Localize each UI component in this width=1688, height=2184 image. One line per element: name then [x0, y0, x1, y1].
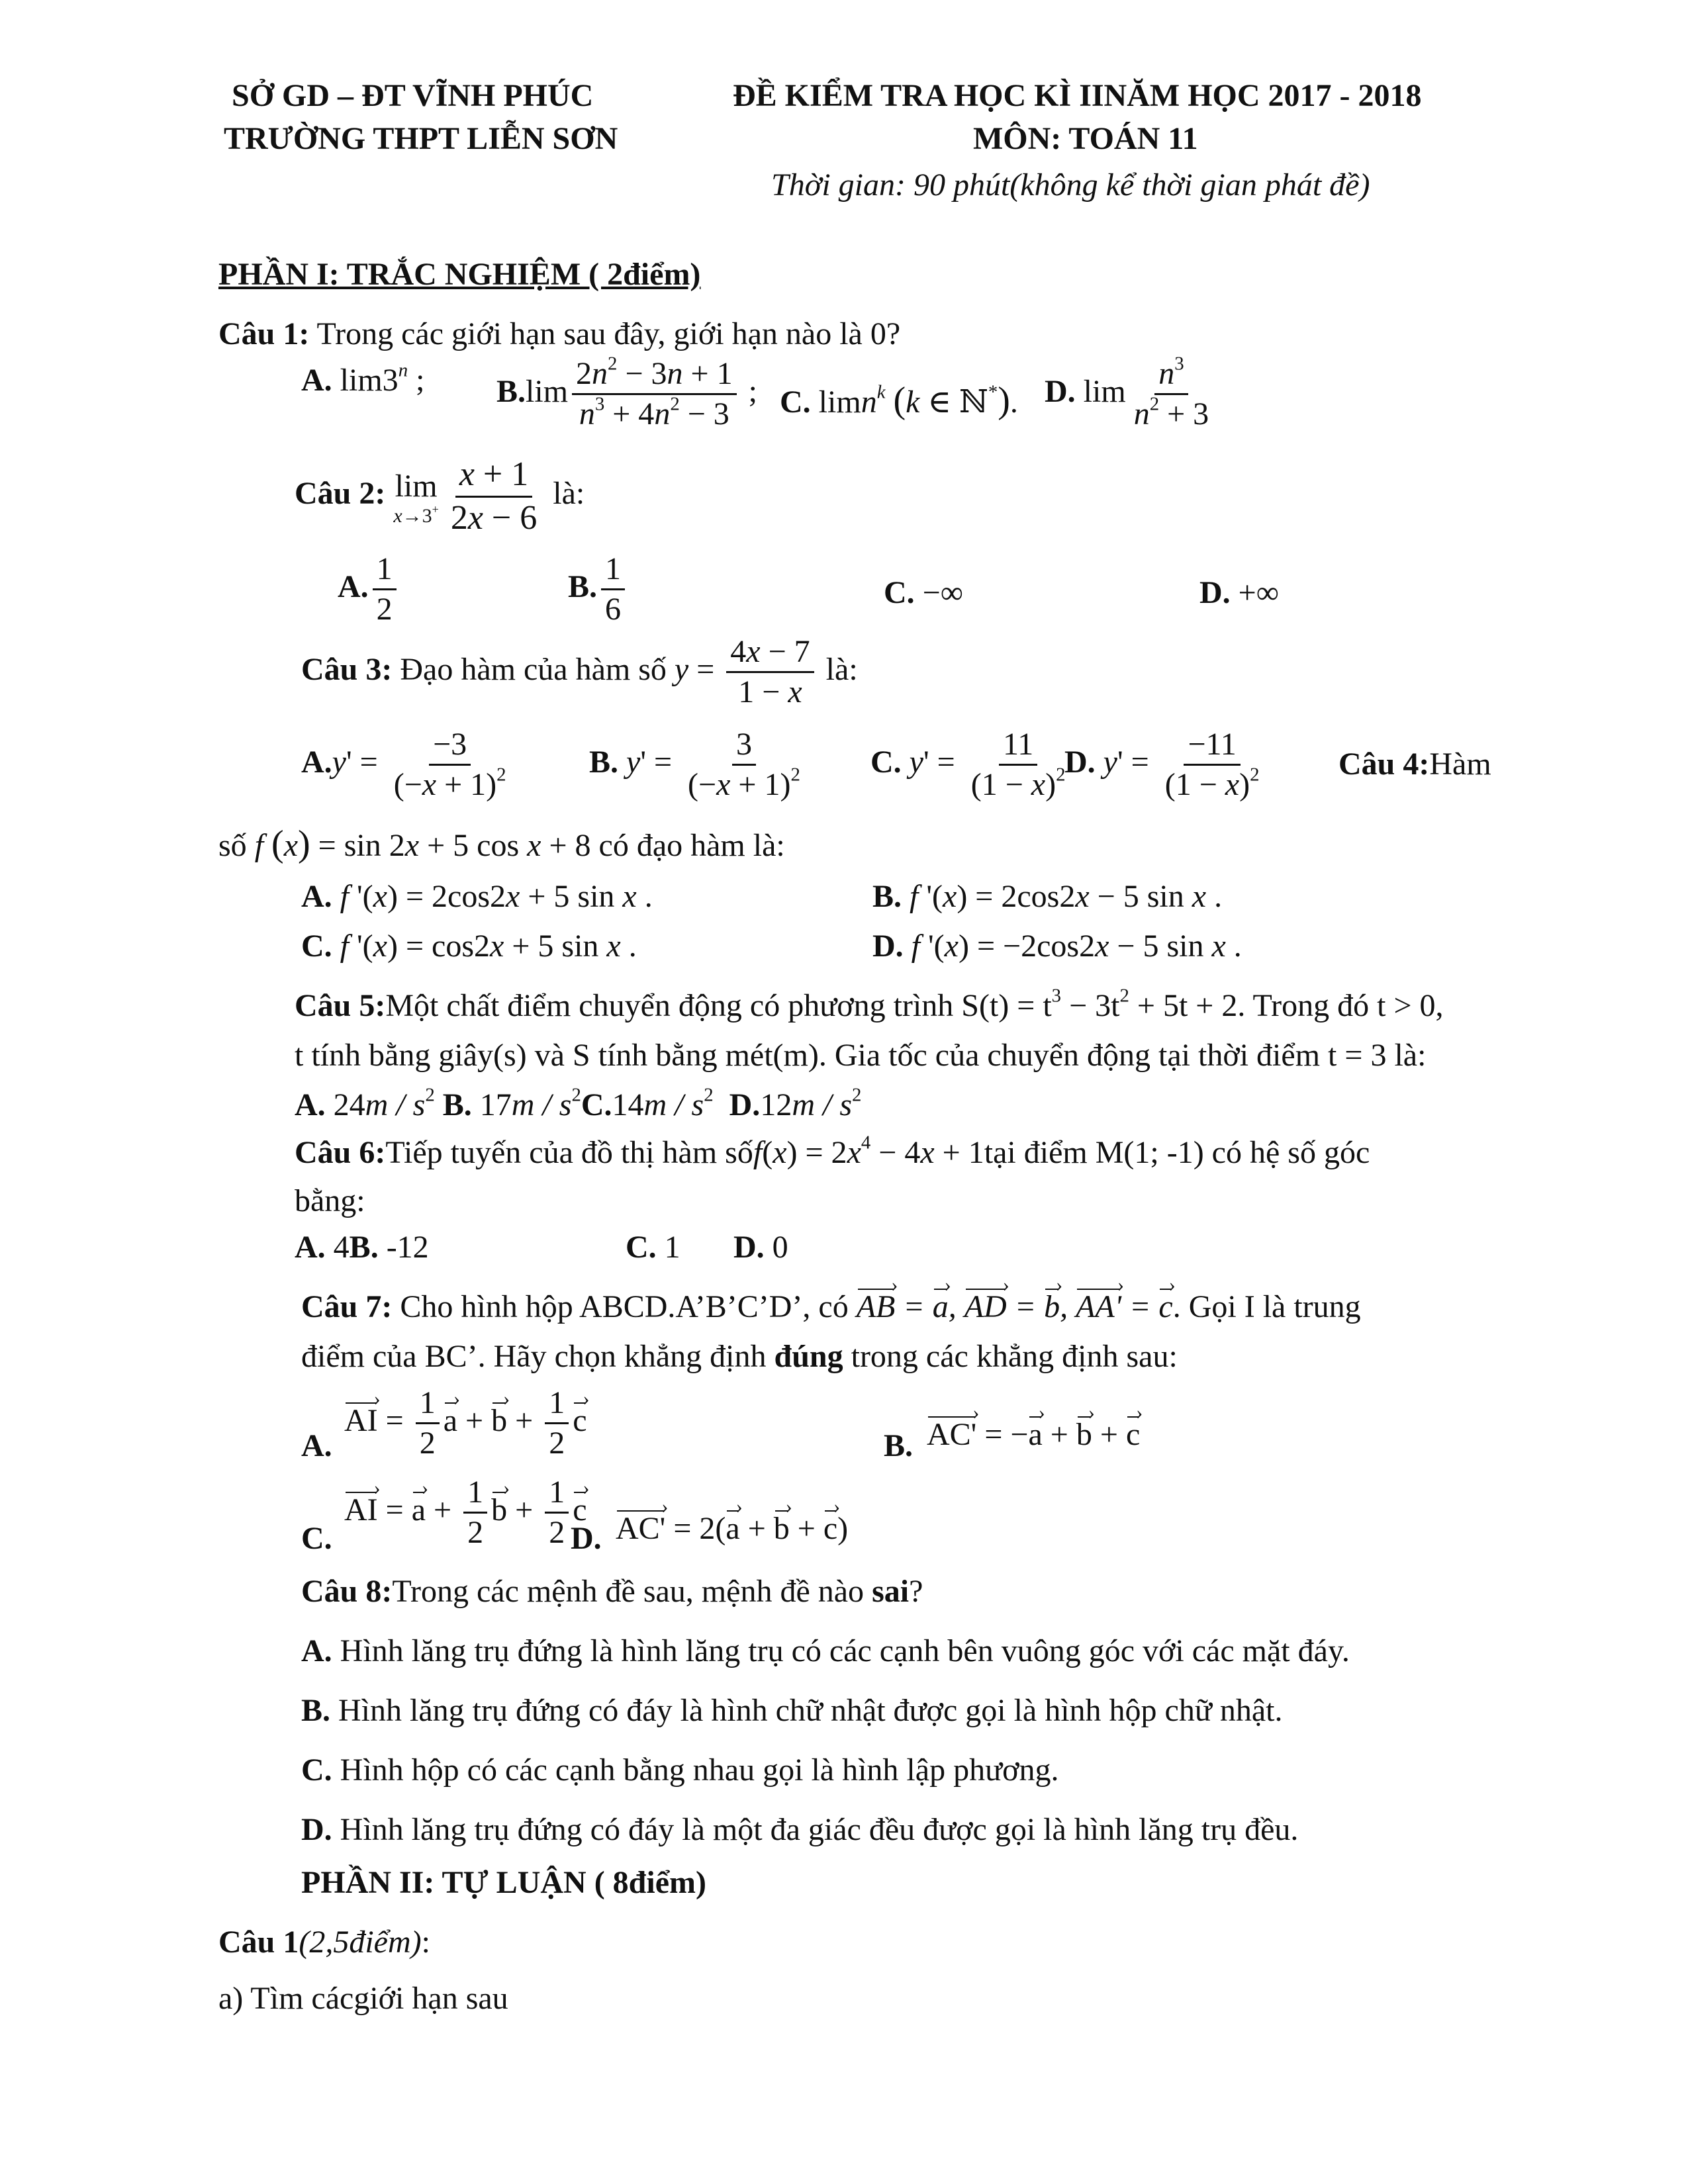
question-3-text: Đạo hàm của hàm số	[392, 651, 667, 687]
exam-duration: Thời gian: 90 phút(không kể thời gian phát đề)	[771, 167, 1370, 203]
q6-option-ab	[295, 1228, 429, 1267]
q8-option-c	[301, 1751, 1058, 1790]
q2-option-c: C. −∞	[884, 575, 963, 610]
q1-option-c-letter: C.	[780, 385, 811, 420]
question-7-line2-a: điểm của BC’. Hãy chọn khẳng định	[301, 1339, 774, 1374]
question-4-text-b: có đạo hàm là:	[598, 828, 785, 863]
q1-option-c: C. limn$^k$ (k ∈ ℕ*).	[780, 380, 1018, 421]
q5-option-a: $24m / s^2$	[333, 1084, 435, 1122]
question-5-line2: t tính bằng giây(s) và S tính bằng mét(m). Gia tốc của chuyển động tại thời điểm t = 3 là:	[295, 1038, 1427, 1073]
q5-option-c-letter: C.	[581, 1087, 612, 1122]
exam-subject: MÔN: TOÁN 11	[973, 121, 1198, 156]
q2-option-c-letter: C.	[884, 575, 915, 610]
q8-option-b-letter: B.	[301, 1693, 331, 1728]
q5-option-a-letter: A.	[295, 1087, 326, 1122]
q4-option-c: C. f '(x) = cos2x + 5 sin x .	[301, 929, 637, 964]
q2-option-a: A. $\frac{1}{2}$	[338, 553, 400, 627]
q8-option-c-letter: C.	[301, 1752, 332, 1788]
question-6: Câu 6:Tiếp tuyến của đồ thị hàm sốf(x) = $2x^4 - 4x$ + 1tại điểm M(1; -1) có hệ số góc	[295, 1132, 1370, 1170]
q7-option-c: AI › = a › + $\frac{1}{2}$ b › + $\frac{1}{2}$ c ›	[344, 1476, 587, 1550]
q7-option-b: AC' › = −a › + b › + c ›	[927, 1415, 1140, 1455]
question-4-text: số f (x) = sin 2x + 5 cos x + 8 có đạo hàm là:	[218, 823, 785, 864]
question-7-line2	[301, 1337, 1178, 1377]
essay-1-part-a: a) Tìm cácgiới hạn sau	[218, 1981, 508, 2016]
question-7-text: Cho hình hộp ABCD.A’B’C’D’, có	[392, 1289, 849, 1324]
q2-option-b-letter: B.	[568, 569, 598, 604]
q3-option-b: B. y' = $\frac{3}{(-x + 1)^2}$	[589, 727, 800, 803]
q8-option-d-text: Hình lăng trụ đứng có đáy là một đa giác đều được gọi là hình lăng trụ đều.	[340, 1812, 1299, 1847]
q8-option-a	[301, 1631, 1350, 1671]
question-1-text: Trong các giới hạn sau đây, giới hạn nào là 0?	[309, 316, 901, 351]
q6-option-a-letter: A.	[295, 1230, 326, 1265]
essay-1-label: Câu 1	[218, 1925, 299, 1960]
q4-option-c-letter: C.	[301, 929, 332, 964]
question-5-label: Câu 5:	[295, 988, 386, 1023]
q2-option-d-letter: D.	[1199, 575, 1231, 610]
question-7-emphasis: đúng	[774, 1339, 843, 1374]
question-7: Câu 7: Cho hình hộp ABCD.A’B’C’D’, có AB › = a ›, AD › = b ›, AA' › = c ›. Gọi I là trung	[301, 1287, 1361, 1327]
q5-option-d: $12m / s^2$	[760, 1084, 862, 1122]
question-7-label: Câu 7:	[301, 1289, 393, 1324]
question-8-end: ?	[909, 1574, 923, 1609]
q3-option-c-letter: C.	[870, 744, 902, 780]
question-5-answers	[295, 1085, 861, 1125]
q6-option-b: -12	[386, 1230, 429, 1265]
q3-option-d: D. y' = $\frac{-11}{(1 - x)^2}$	[1064, 727, 1260, 803]
question-8-label: Câu 8:	[301, 1574, 393, 1609]
q4-option-d: D. f '(x) = −2cos2x − 5 sin x .	[872, 929, 1242, 964]
question-2: Câu 2: lim x→3+ $\frac{x + 1}{2x - 6}$ là:	[295, 455, 585, 537]
question-6-label: Câu 6:	[295, 1135, 386, 1170]
q5-option-c: $14m / s^2$	[612, 1084, 714, 1122]
q7-option-a-letter: A.	[301, 1428, 332, 1463]
question-3-tail: là:	[825, 651, 858, 687]
q1-option-d-letter: D.	[1045, 373, 1076, 409]
question-1-label: Câu 1:	[218, 316, 310, 351]
q6-option-d	[733, 1228, 788, 1267]
q7-option-a: AI › = $\frac{1}{2}$ a › + b › + $\frac{1}{2}$ c ›	[344, 1387, 587, 1461]
q7-option-d-letter: D.	[571, 1521, 602, 1556]
essay-1-colon: :	[421, 1925, 430, 1960]
question-4-label	[1338, 745, 1491, 784]
question-5-tail: . Trong đó t > 0,	[1237, 988, 1444, 1023]
question-4-label-tail: Hàm	[1429, 747, 1491, 782]
q3-option-d-letter: D.	[1064, 744, 1096, 780]
q1-option-b: B.lim $\frac{2n^2 - 3n + 1}{n^3 + 4n^2 - 3}$ ;	[496, 353, 757, 432]
q6-option-d-value: 0	[772, 1230, 788, 1265]
q6-option-d-letter: D.	[733, 1230, 765, 1265]
question-3-label: Câu 3:	[301, 651, 393, 687]
school-department: SỞ GD – ĐT VĨNH PHÚC	[232, 78, 594, 113]
q5-option-b-letter: B.	[442, 1087, 472, 1122]
part1-title: PHẦN I: TRẮC NGHIỆM ( 2điểm)	[218, 257, 701, 292]
q8-option-b-text: Hình lăng trụ đứng có đáy là hình chữ nhật được gọi là hình hộp chữ nhật.	[338, 1693, 1283, 1728]
question-6-line2: bằng:	[295, 1183, 365, 1218]
exam-title: ĐỀ KIỂM TRA HỌC KÌ IINĂM HỌC 2017 - 2018	[733, 78, 1422, 113]
q1-option-d: D. lim $\frac{n^3}{n^2 + 3}$	[1045, 353, 1209, 432]
question-3: Câu 3: Đạo hàm của hàm số y = $\frac{4x - 7}{1 - x}$ là:	[301, 634, 858, 710]
question-5-text: Một chất điểm chuyển động có phương trình	[385, 988, 954, 1023]
q3-option-a-letter: A.	[301, 744, 332, 780]
q6-option-c-letter: C.	[626, 1230, 657, 1265]
q2-option-a-letter: A.	[338, 569, 369, 604]
part2-title: PHẦN II: TỰ LUẬN ( 8điểm)	[301, 1865, 706, 1900]
question-2-label: Câu 2:	[295, 476, 386, 512]
question-7-line2-b: trong các khẳng định sau:	[843, 1339, 1178, 1374]
q4-option-d-letter: D.	[872, 929, 904, 964]
q4-option-a-letter: A.	[301, 879, 332, 914]
q8-option-d-letter: D.	[301, 1812, 332, 1847]
question-7-tail: . Gọi I là trung	[1172, 1289, 1361, 1324]
q8-option-d	[301, 1810, 1298, 1850]
q5-option-d-letter: D.	[729, 1087, 761, 1122]
question-6-text: Tiếp tuyến của đồ thị hàm số	[385, 1135, 753, 1170]
question-6-tail: tại điểm M(1; -1) có hệ số góc	[984, 1135, 1370, 1170]
question-8-text: Trong các mệnh đề sau, mệnh đề nào	[392, 1574, 872, 1609]
q2-option-d: D. +∞	[1199, 575, 1279, 610]
q5-option-b: $17m / s^2$	[479, 1084, 581, 1122]
essay-question-1	[218, 1923, 430, 1962]
question-4-label-text: Câu 4:	[1338, 747, 1430, 782]
question-8	[301, 1572, 923, 1612]
q7-option-d: AC' › = 2(a › + b › + c ›)	[616, 1509, 848, 1549]
q3-option-b-letter: B.	[589, 744, 619, 780]
essay-1-points: (2,5điểm)	[299, 1925, 422, 1960]
question-2-tail: là:	[553, 476, 585, 512]
q1-option-a: lim3$^n$ ;	[340, 359, 425, 398]
q1-option-b-letter: B.	[496, 373, 526, 409]
q6-option-c-value: 1	[664, 1230, 680, 1265]
q8-option-b	[301, 1691, 1283, 1731]
q8-option-c-text: Hình hộp có các cạnh bằng nhau gọi là hình lập phương.	[340, 1752, 1059, 1788]
q6-option-b-letter: B.	[349, 1230, 379, 1265]
q2-option-b: B. $\frac{1}{6}$	[568, 553, 629, 627]
q7-option-b-letter: B.	[884, 1428, 914, 1463]
q3-option-c: C. y' = $\frac{11}{(1 - x)^2}$	[870, 727, 1066, 803]
question-5: Câu 5:Một chất điểm chuyển động có phương trình $S(t) = t^3 - 3t^2 + 5t + 2$. Trong đó t > 0,	[295, 985, 1444, 1023]
q8-option-a-letter: A.	[301, 1633, 332, 1668]
question-4-text-a: số	[218, 828, 247, 863]
q3-option-a: A.y' = $\frac{-3}{(-x + 1)^2}$	[301, 727, 506, 803]
q4-option-a: A. f '(x) = 2cos2x + 5 sin x .	[301, 879, 653, 914]
question-8-emphasis: sai	[872, 1574, 910, 1609]
school-name: TRƯỜNG THPT LIỄN SƠN	[224, 121, 618, 156]
q6-option-a: 4	[333, 1230, 350, 1265]
q4-option-b: B. f '(x) = 2cos2x − 5 sin x .	[872, 879, 1223, 914]
q6-option-c	[626, 1228, 680, 1267]
question-1	[218, 314, 900, 354]
question-1-answers	[301, 361, 424, 400]
q1-option-a-letter: A.	[301, 363, 332, 398]
q4-option-b-letter: B.	[872, 879, 902, 914]
q7-option-c-letter: C.	[301, 1521, 332, 1556]
q8-option-a-text: Hình lăng trụ đứng là hình lăng trụ có các cạnh bên vuông góc với các mặt đáy.	[340, 1633, 1350, 1668]
